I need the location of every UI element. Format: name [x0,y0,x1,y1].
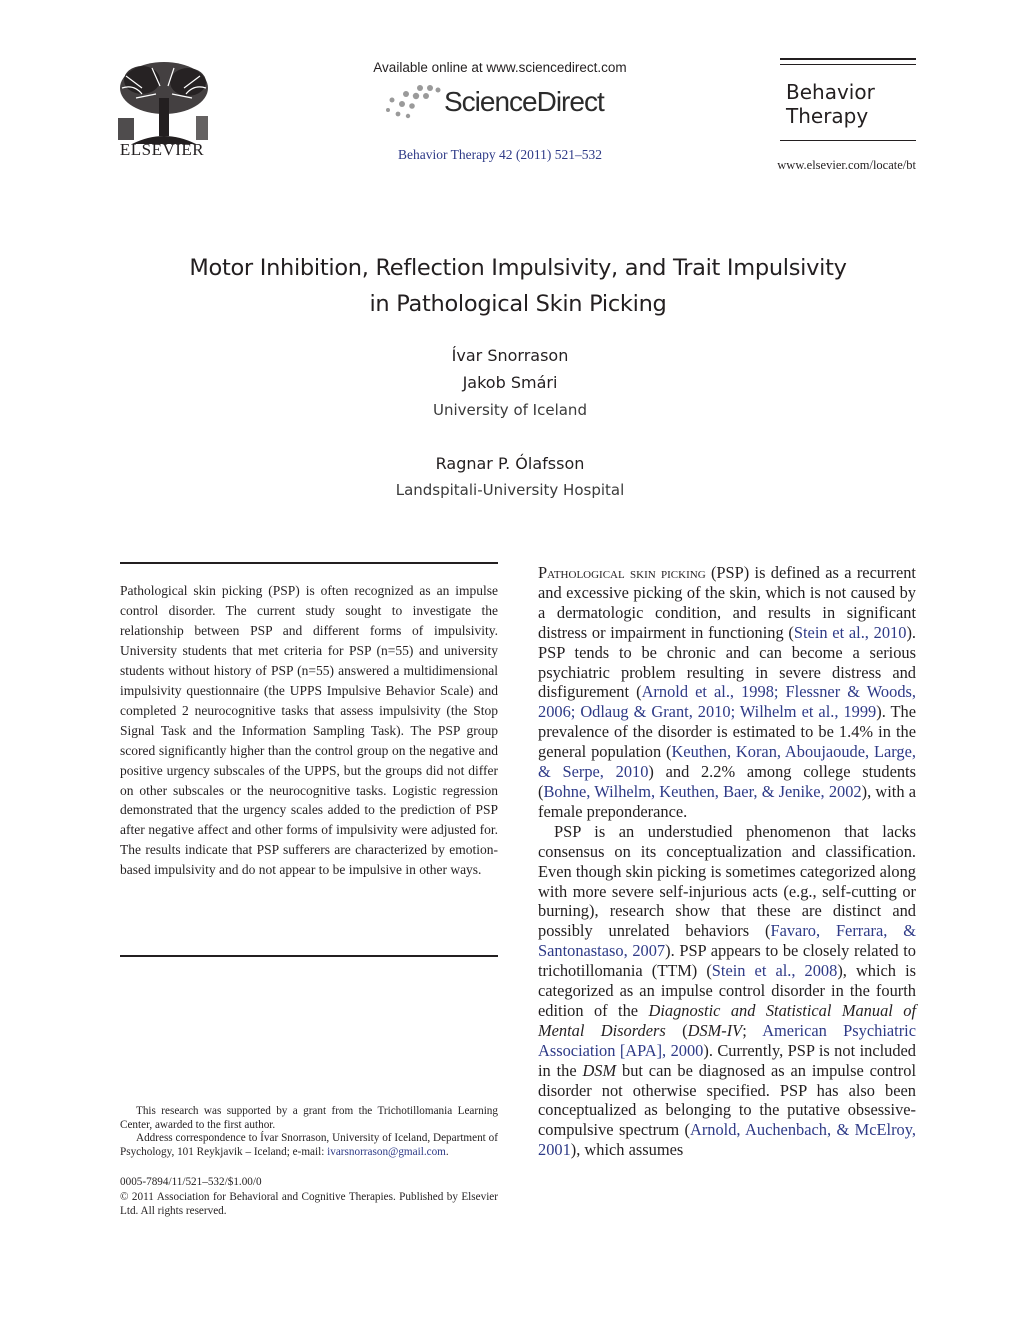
footnote-funding [120,1105,498,1132]
paragraph-1: Pathological skin picking (PSP) is defined as a recurrent and excessive picking of the skin, which is not caused by a dermatologic condition, and results in significant distress or impairment in functioning (Stein et al., 2010). PSP tends to be chronic and can become a serious psychiatric problem resulting in severe distress and disfigurement (Arnold et al., 1998; Flessner & Woods, 2006; Odlaug & Grant, 2010; Wilhelm et al., 1999). The prevalence of the disorder is estimated to be 1.4% in the general population (Keuthen, Koran, Aboujaoude, Large, & Serpe, 2010) and 2.2% among college students (Bohne, Wilhelm, Keuthen, Baer, & Jenike, 2002), with a female preponderance. [538,563,917,821]
lead-in-smallcaps: Pathological skin picking [538,563,706,582]
author-2: Jakob Smári [462,373,558,392]
footnote-address: Address correspondence to Ívar Snorrason, University of Iceland, Department of Psychology, 101 Reykjavik – Iceland; e-mail: ivarsnorrason@gmail.com. [120,1132,498,1158]
abstract-rule-top [120,562,498,564]
citation-link[interactable]: Arnold, Auchenbach, & McElroy, 2001 [538,1120,916,1160]
affiliation-2: Landspitali-University Hospital [395,481,625,499]
author-3: Ragnar P. Ólafsson [435,454,585,473]
journal-name-line2: Therapy [786,104,869,128]
journal-name [786,80,916,128]
funding-note: This research was supported by a grant from the Trichotillomania Learning Center, awarded to the first author. [120,1105,498,1131]
journal-rule-bottom [780,140,916,141]
journal-citation[interactable]: Behavior Therapy 42 (2011) 521–532 [398,147,602,162]
available-online-notice: Available online at www.sciencedirect.com [373,60,627,75]
body-text [538,563,916,1160]
abstract-text: Pathological skin picking (PSP) is often recognized as an impulse control disorder. The current study sought to investigate the relationship between PSP and different forms of impulsivity. University students that met criteria for PSP (n=55) and university students without history of PSP (n=55) answered a multidimensional impulsivity questionnaire (the UPPS Impulsive Behavior Scale) and completed 2 neurocognitive tasks that assess impulsivity (the Stop Signal Task and the Information Sampling Task). The PSP group scored significantly higher than the control group on the negative and positive urgency subscales of the UPPS, but the groups did not differ on other subscales or the neurocognitive tasks. Logistic regression demonstrated that the urgency scales added to the prediction of PSP after negative affect and other forms of impulsivity were adjusted for. The results indicate that PSP sufferers are characterized by emotion-based impulsivity and do not appear to be impulsive in other ways. [120,583,498,878]
footnote-code: 0005-7894/11/521–532/$1.00/0 [120,1176,262,1188]
citation-link[interactable]: Stein et al., 2008 [711,961,838,981]
journal-rule-top [780,58,916,60]
citation-link[interactable]: American Psychiatric Association [APA], 2000 [538,1020,917,1060]
sciencedirect-wordmark: ScienceDirect [444,86,604,117]
abstract-rule-bottom [120,955,498,957]
citation-link[interactable]: Bohne, Wilhelm, Keuthen, Baer, & Jenike, 2002 [543,781,862,801]
citation-link[interactable]: Stein et al., 2010 [793,622,907,642]
title-line-2: in Pathological Skin Picking [369,291,667,317]
citation-link[interactable]: Favaro, Ferrara, & Santonastaso, 2007 [538,921,916,961]
email-link[interactable]: ivarsnorrason@gmail.com [327,1145,446,1158]
citation-link[interactable]: Keuthen, Koran, Aboujaoude, Large, & Serpe, 2010 [538,742,916,782]
author-1: Ívar Snorrason [451,346,569,365]
footnote-copyright: © 2011 Association for Behavioral and Cognitive Therapies. Published by Elsevier Ltd. All rights reserved. [120,1191,498,1217]
journal-name-line1: Behavior [786,80,875,104]
citation-link[interactable]: Arnold et al., 1998; Flessner & Woods, 2006; Odlaug & Grant, 2010; Wilhelm et al., 1999 [538,682,916,722]
journal-url[interactable]: www.elsevier.com/locate/bt [777,158,916,172]
title-line-1: Motor Inhibition, Reflection Impulsivity, and Trait Impulsivity [189,255,847,281]
journal-rule-top-thin [780,64,916,65]
affiliation-1: University of Iceland [433,401,587,419]
address-note: Address correspondence to Ívar Snorrason, University of Iceland, Department of Psychology, 101 Reykjavik – Iceland; e-mail: [120,1132,498,1158]
paragraph-2: PSP is an understudied phenomenon that lacks consensus on its conceptualization and classification. Even though skin picking is sometimes categorized along with more severe self-injurious acts (e.g., self-cutting or burning), research show that these are distinct and possibly unrelated behaviors (Favaro, Ferrara, & Santonastaso, 2007). PSP appears to be closely related to trichotillomania (TTM) (Stein et al., 2008), which is categorized as an impulse control disorder in the fourth edition of the Diagnostic and Statistical Manual of Mental Disorders (DSM-IV; American Psychiatric Association [APA], 2000). Currently, PSP is not included in the DSM but can be diagnosed as an impulse control disorder not otherwise specified. PSP has also been conceptualized as belonging to the putative obsessive-compulsive spectrum (Arnold, Auchenbach, & McElroy, 2001), which assumes [538,821,917,1160]
sciencedirect-dots-icon [384,84,444,120]
article-title [120,250,916,322]
publisher-name: ELSEVIER [119,140,205,159]
